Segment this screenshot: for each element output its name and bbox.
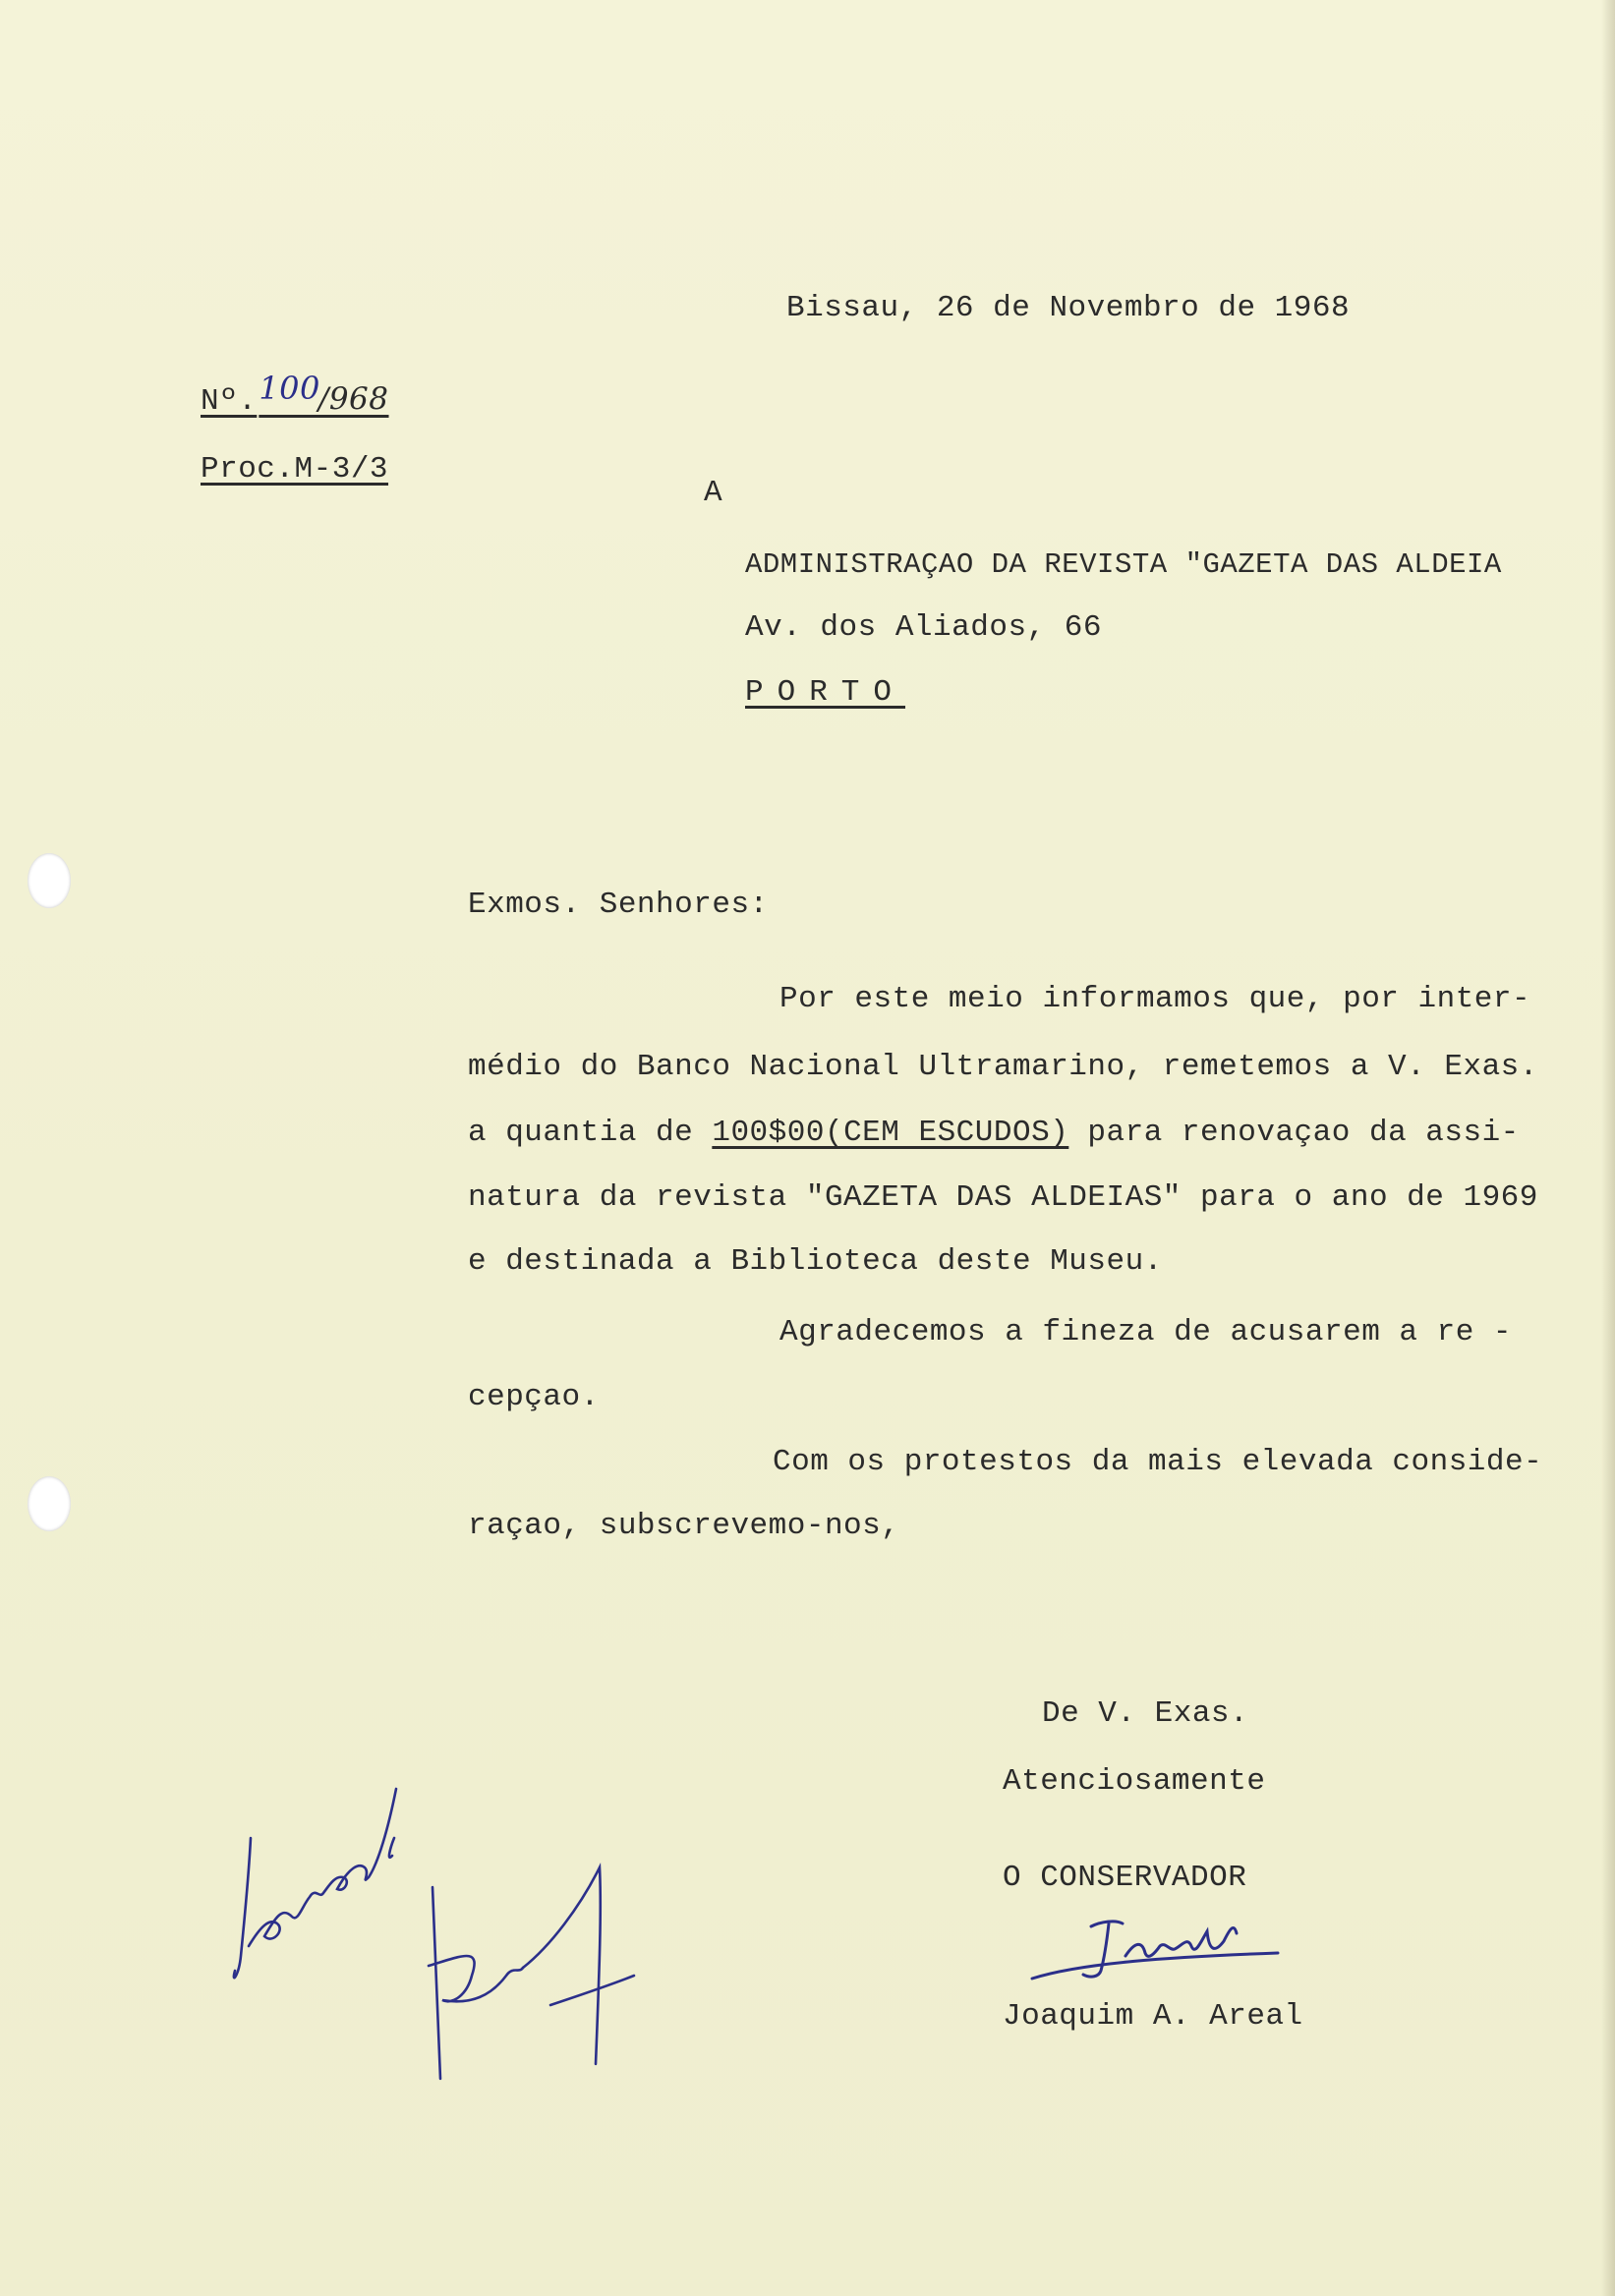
punch-hole <box>28 1476 71 1531</box>
ref-number-suffix: /968 <box>317 381 389 417</box>
addressee-city: PORTO <box>745 675 906 710</box>
ref-number-handwritten: 100 <box>259 370 320 407</box>
ref-number <box>201 370 389 419</box>
ref-number-prefix: Nº. <box>201 384 258 419</box>
body-line: natura da revista "GAZETA DAS ALDEIAS" para o ano de 1969 <box>468 1180 1538 1215</box>
sign-off-line: Atenciosamente <box>1003 1764 1266 1799</box>
body-line: Por este meio informamos que, por inter- <box>779 982 1531 1016</box>
signer-name: Joaquim A. Areal <box>1003 1999 1303 2034</box>
thanks-line: Agradecemos a fineza de acusarem a re - <box>779 1315 1513 1349</box>
punch-hole <box>28 853 71 908</box>
body-line: médio do Banco Nacional Ultramarino, remetemos a V. Exas. <box>468 1050 1538 1084</box>
date-line: Bissau, 26 de Novembro de 1968 <box>786 291 1351 325</box>
addressee-street: Av. dos Aliados, 66 <box>745 610 1102 645</box>
addressee-name: ADMINISTRAÇAO DA REVISTA "GAZETA DAS ALDEIA <box>745 548 1502 581</box>
amount: 100$00(CEM ESCUDOS) <box>712 1116 1069 1150</box>
sign-off-line: De V. Exas. <box>1042 1696 1249 1731</box>
body-line: e destinada a Biblioteca deste Museu. <box>468 1244 1163 1279</box>
signer-title: O CONSERVADOR <box>1003 1861 1247 1895</box>
addressee-intro: A <box>704 476 723 510</box>
salutation: Exmos. Senhores: <box>468 888 769 922</box>
proc-ref: Proc.M-3/3 <box>201 452 389 487</box>
body-line: a quantia de 100$00(CEM ESCUDOS) para renovaçao da assi- <box>468 1116 1520 1150</box>
thanks-line: cepçao. <box>468 1380 600 1414</box>
paper-edge-shadow <box>1601 0 1615 2296</box>
closing-line: raçao, subscrevemo-nos, <box>468 1509 900 1543</box>
initials-signature <box>413 1848 668 2103</box>
closing-line: Com os protestos da mais elevada conside- <box>773 1445 1543 1479</box>
